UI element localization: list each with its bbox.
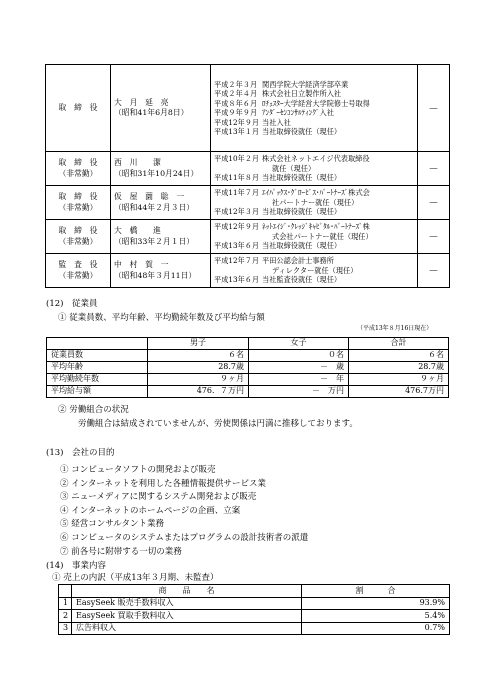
officer-role [46,186,111,220]
list-item: ③ ニューメディアに関するシステム開発および販売 [60,492,257,503]
history-date: 平成８年６月 [214,98,258,108]
history-line [214,188,414,198]
officer-name-cell [111,186,211,220]
table-cell: 476．７万円 [148,386,249,398]
table-cell: 476.7万円 [349,386,449,398]
table-cell: ６名 [148,350,249,362]
officer-row [46,220,450,254]
section-heading-purpose: (13) 会社の目的 [46,448,115,458]
officer-name-cell [111,65,211,152]
officer-role-note: （非常勤） [58,168,98,178]
officer-role [46,65,111,152]
table-cell: 1 [59,597,72,610]
table-cell: EasySeek 買取手数料収入 [72,610,302,623]
table-cell: 0.7% [302,622,450,635]
officer-history [211,186,418,220]
history-line [214,207,414,217]
table-header [59,585,72,598]
history-text: 関西学院大学経済学部卒業 [262,79,349,89]
history-date: 平成11年８月 [214,173,260,183]
table-header: 割 合 [302,585,450,598]
table-row [47,362,449,374]
history-line [214,241,414,251]
section-heading-employees: (12) 従業員 [46,299,98,309]
table-cell: 平均給与額 [47,386,148,398]
officer-shares: ― [418,152,450,186]
history-line [214,127,414,137]
table-row [59,610,450,623]
table-header-row [47,338,449,350]
table-header: 商 品 名 [72,585,302,598]
table-cell: 3 [59,622,72,635]
history-date: 平成13年６月 [214,275,260,285]
table-cell: ０名 [249,350,349,362]
table-row [59,597,450,610]
history-date: 平成13年６月 [214,241,260,251]
list-item: ⑥ コンピュータのシステムまたはプログラムの設計技術者の派遣 [60,532,309,543]
history-text: ｴｲﾊﾟｯｸｽ･ｸﾞﾛｰﾋﾞｽ･ﾊﾟｰﾄﾅｰｽﾞ株式会 [262,188,370,198]
officer-role [46,254,111,288]
officer-birth: （昭和48年３月11日） [114,270,197,280]
list-item: ⑤ 経営コンサルタント業務 [60,519,164,530]
history-text: ﾛﾁｪｽﾀｰ大学経営大学院修士号取得 [262,98,370,108]
officer-birth: （昭和44年２月３日） [114,202,195,212]
table-row [47,386,449,398]
section-heading-business: (14) 事業内容 [46,561,106,571]
history-line [214,99,414,109]
table-cell: 5.4% [302,610,450,623]
officer-role [46,220,111,254]
table-header-row [59,585,450,598]
officer-role-text: 取 締 役 [58,226,98,236]
table-cell: 平均勤続年数 [47,374,148,386]
officer-birth: （昭和41年6月8日） [114,108,189,117]
date-note: （平成13年８月16日現在） [357,325,433,332]
table-header: 合計 [349,338,449,350]
officer-shares: ― [418,220,450,254]
table-cell: 28.7歳 [349,362,449,374]
history-text: 社パートナー就任（現任） [272,197,359,207]
history-line [214,256,414,266]
officer-role-note: （非常勤） [58,202,98,212]
subheading-union: ② 労働組合の状況 [58,405,129,415]
officer-name: 大 月 延 亮 [114,97,169,107]
history-date: 平成２年４月 [214,89,258,98]
officer-name: 西 川 潔 [114,158,161,168]
list-item: ⑦ 前各号に附帯する一切の業務 [60,546,182,557]
history-line [214,173,414,183]
history-text: 式会社パートナー就任（現任） [272,231,373,241]
officer-role-note: （非常勤） [58,236,98,246]
table-row [47,374,449,386]
officer-shares: ― [418,254,450,288]
officer-history [211,65,418,152]
officer-row [46,65,450,152]
purpose-list [60,465,308,560]
table-cell: 28.7歳 [148,362,249,374]
history-text: ディレクター就任（現任） [272,265,358,275]
officer-name: 大 橋 進 [114,226,161,236]
history-date: 平成12年３月 [214,207,260,217]
table-cell: 2 [59,610,72,623]
table-row [59,622,450,635]
officer-name: 仮 屋 薗 聡 一 [114,192,185,202]
table-cell: ６名 [349,350,449,362]
history-date: 平成13年１月 [214,127,260,136]
officer-name-cell [111,254,211,288]
history-date: 平成９年９月 [214,108,258,117]
history-date: 平成12年９月 [214,117,260,127]
history-text: 株式会社日立製作所入社 [262,89,342,98]
officer-history [211,152,418,186]
officer-shares: ― [418,186,450,220]
officer-name-cell [111,220,211,254]
history-line [214,108,414,118]
table-cell: ９ヶ月 [148,374,249,386]
table-cell: EasySeek 販売手数料収入 [72,597,302,610]
list-item: ④ インターネットのホームページの企画、立案 [60,505,241,516]
history-date: 平成11年７月 [214,188,260,198]
officer-role-note: （非常勤） [58,270,98,280]
history-text: 当社監査役就任（現任） [262,275,342,285]
union-text: 労働組合は結成されていませんが、労使関係は円満に推移しております。 [78,419,358,429]
officer-role-text: 取 締 役 [58,102,98,112]
list-item: ② インターネットを利用した各種情報提供サービス業 [60,478,266,489]
history-line [214,80,414,90]
table-cell: － 歳 [249,362,349,374]
table-cell: － 万円 [249,386,349,398]
history-line [214,154,414,164]
history-text: ｱﾝﾀﾞｰｾﾝｺﾝｻﾙﾃｨﾝｸﾞ入社 [262,108,334,117]
table-cell: 93.9% [302,597,450,610]
history-text: 当社入社 [262,117,291,127]
history-text: 当社取締役就任（現任） [262,127,342,136]
history-text: 株式会社ネットエイジ代表取締役 [262,154,370,164]
officer-role-text: 取 締 役 [58,192,98,202]
subheading-employee-stats: ① 従業員数、平均年齢、平均勤続年数及び平均給与額 [58,313,265,323]
table-header [47,338,148,350]
officer-name-cell [111,152,211,186]
table-cell: ９ヶ月 [349,374,449,386]
officer-role-text: 監 査 役 [58,260,98,270]
officer-row [46,152,450,186]
officer-birth: （昭和33年２月１日） [114,236,195,246]
officers-table [45,64,450,288]
history-line [214,118,414,128]
officer-role [46,152,111,186]
officer-role-text: 取 締 役 [58,158,98,168]
history-text: ﾈｯﾄｴｲｼﾞ･ｸﾚｯｼﾞｷｬﾋﾟﾀﾙ･ﾊﾟｰﾄﾅｰｽﾞ株 [262,222,370,232]
history-text: 就任（現任） [272,163,316,173]
officer-history [211,220,418,254]
table-row [47,350,449,362]
list-item: ① コンピュータソフトの開発および販売 [60,465,216,475]
table-cell: 広告料収入 [72,622,302,635]
officer-shares: ― [418,65,450,152]
history-line [214,89,414,99]
table-header: 男子 [148,338,249,350]
history-text: 当社取締役就任（現任） [262,173,342,183]
table-cell: 平均年齢 [47,362,148,374]
table-header: 女子 [249,338,349,350]
officer-history [211,254,418,288]
subheading-sales-breakdown: ① 売上の内訳（平成13年３月期、未監査） [52,573,219,583]
history-text: 平田公認会計士事務所 [262,256,334,266]
officer-row [46,254,450,288]
table-cell: 従業員数 [47,350,148,362]
sales-table [58,584,450,635]
officer-birth: （昭和31年10月24日） [114,168,199,178]
table-cell: － 年 [249,374,349,386]
history-date: 平成12年７月 [214,256,260,266]
history-text: 当社取締役就任（現任） [262,207,342,217]
officer-row [46,186,450,220]
history-line [214,222,414,232]
officer-name: 中 村 賀 一 [114,260,169,270]
history-date: 平成２年３月 [214,79,258,89]
employee-table [46,337,449,398]
history-text: 当社取締役就任（現任） [262,241,342,251]
history-date: 平成12年９月 [214,222,260,232]
history-date: 平成10年２月 [214,154,260,164]
history-line [214,275,414,285]
